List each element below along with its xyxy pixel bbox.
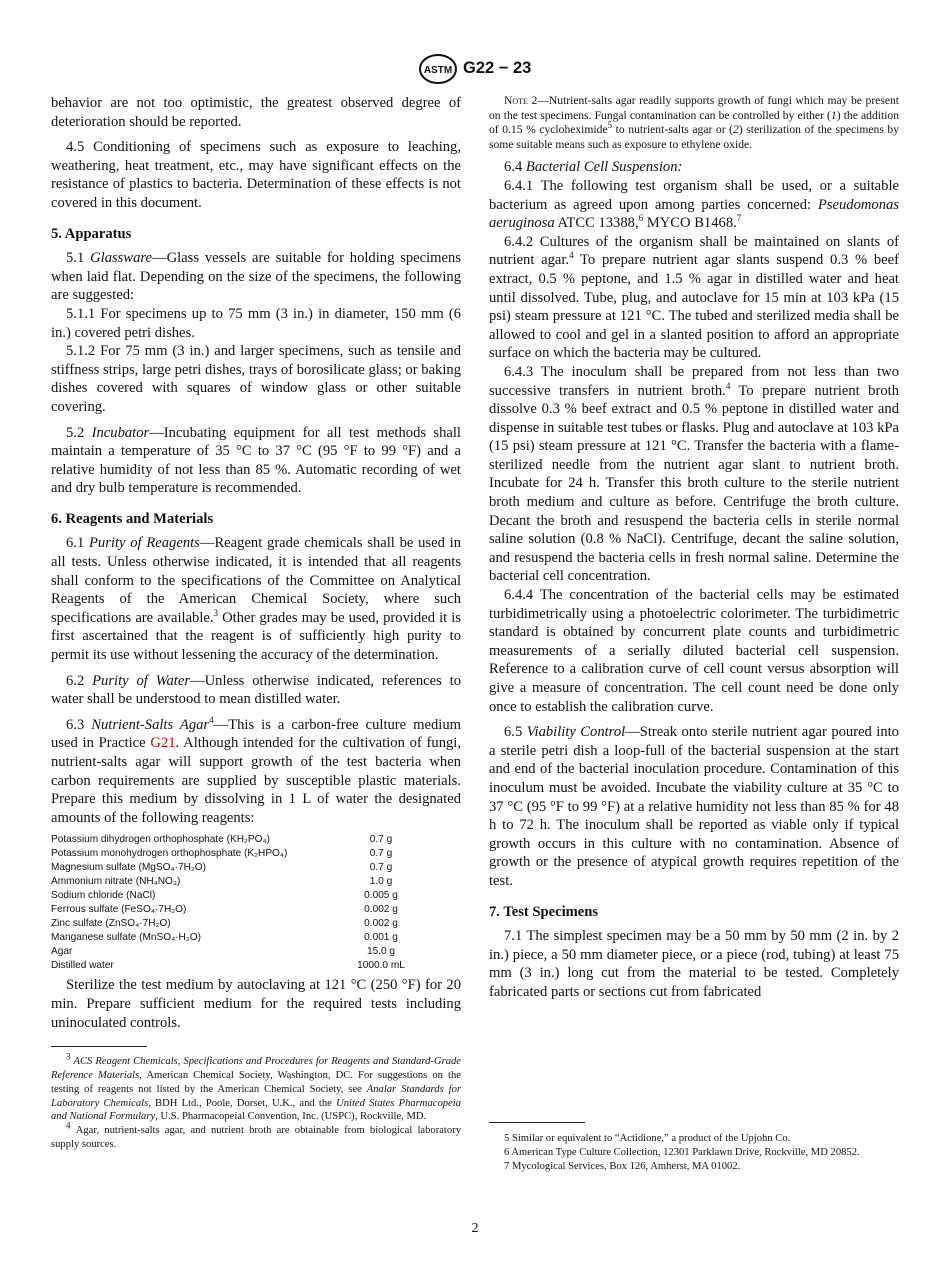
paragraph-6-4-1: 6.4.1 The following test organism shall be used, or a suitable bacterium as agreed upon among parties concerned: Pseudomonas aeruginosa ATCC 13388,$^6$ MYCO B1468.$^7$	[489, 177, 899, 232]
reagent-row	[51, 875, 441, 889]
reagent-row	[51, 931, 441, 945]
footnote-6: 6 American Type Culture Collection, 12301 Parklawn Drive, Rockville, MD 20852.	[504, 1146, 860, 1158]
reagent-amount: 1000.0 mL	[357, 959, 405, 971]
paragraph-6-4-4: 6.4.4 The concentration of the bacterial cells may be estimated turbidimetrically using a photoelectric colorimeter. The turbidimetric standard is obtained by concurrent plate counts and turbidimetric measurements of a serially diluted bacterial cell suspension. Reference to a calibration curve of cell count versus absorption will give a measure of concentration. The cell count need be done only once to establish the calibration curve.	[489, 587, 899, 715]
section-heading-6: 6. Reagents and Materials	[51, 510, 214, 527]
paragraph-6-4: 6.4 Bacterial Cell Suspension:	[504, 159, 683, 176]
reagent-name: Ammonium nitrate (NH₄NO₃)	[51, 876, 181, 888]
footnote-divider	[51, 1046, 147, 1047]
paragraph-6-4-2: 6.4.2 Cultures of the organism shall be maintained on slants of nutrient agar.$^4$ To prepare nutrient agar slants suspend 0.3 % beef extract, 0.5 % peptone, and 1.5 % agar in distilled water and heat until dissolved. Tube, plug, and autoclave for 15 min at 103 kPa (15 psi) steam pressure at 121 °C. The tubed and sterilized media shall be allowed to cool and gel in a slanted position to afford an appropriate surface on which the bacteria may be cultured.	[489, 233, 899, 362]
reagent-name: Agar	[51, 945, 73, 957]
footnote-4: $^4$ Agar, nutrient-salts agar, and nutrient broth are obtainable from biological laboratory supply sources.	[51, 1120, 461, 1150]
reagent-amount: 0.002 g	[364, 903, 398, 915]
page-number: 2	[471, 1221, 479, 1236]
reagent-name: Potassium dihydrogen orthophosphate (KH₂PO₄)	[51, 834, 271, 846]
reagent-row	[51, 833, 441, 847]
paragraph-5-2: 5.2 Incubator—Incubating equipment for all test methods shall maintain a temperature of 35 °C to 37 °C (95 °F to 99 °F) and a relative humidity of not less than 85 %. Automatic recording of wet and dry bulb temperature is recommended.	[51, 424, 461, 497]
section-heading-5: 5. Apparatus	[51, 225, 132, 242]
paragraph-6-3: 6.3 Nutrient-Salts Agar$^4$—This is a carbon-free culture medium used in Practice G21. Although intended for the cultivation of fungi, nutrient-salts agar will support growth of the test bacteria when carbon requirements are supplied by susceptible plastic materials. Prepare this medium by dissolving in 1 L of water the designated amounts of the following reagents:	[51, 714, 462, 826]
reagent-name: Sodium chloride (NaCl)	[51, 890, 156, 901]
reagent-amount: 0.7 g	[369, 848, 393, 860]
paragraph-5-1-1: 5.1.1 For specimens up to 75 mm (3 in.) in diameter, 150 mm (6 in.) covered petri dishes.	[51, 305, 461, 341]
paragraph-6-4-3: 6.4.3 The inoculum shall be prepared from not less than two successive transfers in nutrient broth.$^4$ To prepare nutrient broth dissolve 0.3 % beef extract and 0.5 % peptone in distilled water and dispense in suitable test tubes or flasks. Plug and autoclave at 103 kPa (15 psi) steam pressure at 121 °C. Transfer the bacteria with a flame-sterilized needle from the nutrient agar slant to nutrient broth. Incubate for 24 h. Transfer this broth culture to the sterile nutrient broth medium and culture as before. Centrifuge the broth culture. Decant the broth and resuspend the bacteria cells in sterile normal saline solution (0.8 % NaCl). Centrifuge, decant the saline solution, and resuspend the bacteria cells in fresh normal saline. Determine the bacterial cell concentration.	[489, 363, 899, 585]
paragraph-continuation: behavior are not too optimistic, the greatest observed degree of deterioration should be reported.	[51, 95, 461, 130]
left-column	[51, 94, 461, 1152]
reagent-amount: 0.7 g	[369, 834, 393, 846]
right-footnotes	[489, 1132, 899, 1173]
reagent-amount: 0.001 g	[364, 931, 398, 943]
paragraph-7-1: 7.1 The simplest specimen may be a 50 mm by 50 mm (2 in. by 2 in.) piece, a 50 mm diameter piece, or a piece (rod, tubing) at least 75 mm (3 in.) long cut from the material to be tested. Completely fabricated parts or sections cut from fabricated	[489, 928, 899, 1000]
reagent-name: Ferrous sulfate (FeSO₄·7H₂O)	[51, 903, 187, 915]
reagents-table	[51, 833, 441, 972]
paragraph-6-1: 6.1 Purity of Reagents—Reagent grade chemicals shall be used in all tests. Unless otherwise indicated, it is intended that all reagents shall conform to the specifications of the Committee on Analytical Reagents of the American Chemical Society, where such specifications are available.$^3$ Other grades may be used, provided it is first ascertained that the reagent is of sufficiently high purity to permit its use without lessening the accuracy of the determination.	[51, 535, 461, 664]
section-heading-7: 7. Test Specimens	[489, 903, 599, 920]
right-column	[489, 94, 899, 1002]
astm-logo-text: ASTM	[423, 65, 453, 76]
paragraph-5-1: 5.1 Glassware—Glass vessels are suitable for holding specimens when laid flat. Depending on the size of the specimens, the following are suggested:	[51, 250, 461, 304]
right-footnote-divider	[489, 1122, 585, 1123]
reagent-amount: 0.002 g	[364, 917, 398, 929]
reagent-row	[51, 847, 441, 861]
practice-g21-link[interactable]: G21	[150, 735, 176, 752]
reagent-amount: 0.7 g	[369, 862, 393, 874]
footnote-3: $^3$ ACS Reagent Chemicals, Specifications and Procedures for Reagents and Standard-Grade Reference Materials, American Chemical Society, Washington, DC. For suggestions on the testing of reagents not listed by the American Chemical Society, see Analar Standards for Laboratory Chemicals, BDH Ltd., Poole, Dorset, U.K., and the United States Pharmacopeia and National Formulary, U.S. Pharmacopeial Convention, Inc. (USPC), Rockville, MD.	[51, 1051, 462, 1123]
paragraph-5-1-2: 5.1.2 For 75 mm (3 in.) and larger specimens, such as tensile and stiffness strips, large petri dishes, trays of borosilicate glass; or baking dishes covered with squares of window glass or other suitable covering.	[51, 343, 461, 415]
reagent-name: Magnesium sulfate (MgSO₄·7H₂O)	[51, 862, 207, 874]
reagent-row	[51, 889, 441, 903]
footnote-5: 5 Similar or equivalent to “Actidione,” a product of the Upjohn Co.	[504, 1133, 791, 1144]
reagent-name: Zinc sulfate (ZnSO₄·7H₂O)	[51, 917, 171, 929]
reagent-row	[51, 861, 441, 875]
reagent-row	[51, 959, 441, 973]
reagent-row	[51, 917, 441, 931]
note-2: Note 2—Nutrient-salts agar readily supports growth of fungi which may be present on the test specimens. Fungal contamination can be controlled by either (1) the addition of 0.15 % cycloheximide$^5$ to nutrient-salts agar or (2) sterilization of the specimens by some suitable means such as exposure to ethylene oxide.	[489, 94, 900, 151]
reagent-row	[51, 903, 441, 917]
reagent-name: Manganese sulfate (MnSO₄·H₂O)	[51, 931, 201, 943]
reagent-name: Distilled water	[51, 959, 114, 971]
reagent-amount: 15.0 g	[366, 945, 396, 957]
standard-designation: G22 − 23	[463, 59, 532, 77]
reagent-name: Potassium monohydrogen orthophosphate (K₂HPO₄)	[51, 848, 288, 860]
reagent-amount: 0.005 g	[364, 890, 398, 901]
reagent-row	[51, 945, 441, 959]
paragraph-4-5: 4.5 Conditioning of specimens such as exposure to leaching, weathering, heat treatment, etc., may have significant effects on the resistance of plastics to bacteria. Determination of these effects is not covered in this document.	[51, 139, 461, 211]
paragraph-6-5: 6.5 Viability Control—Streak onto sterile nutrient agar poured into a sterile petri dish a loop-full of the bacterial suspension at the start and end of the bacterial inoculation procedure. Contamination of this inoculum must be avoided. Incubate the viability culture at 35 °C to 37 °C (95 °F to 99 °F) at a relative humidity not less than 85 % for 48 h to 72 h. The inoculum shall be reported as viable only if typical growth occurs in this culture with no contamination. Absence of growth or the presence of atypical growth requires repetition of the test.	[489, 724, 899, 889]
paragraph-sterilize: Sterilize the test medium by autoclaving at 121 °C (250 °F) for 20 min. Prepare sufficient medium for the required tests including uninoculated controls.	[51, 977, 461, 1031]
paragraph-6-2: 6.2 Purity of Water—Unless otherwise indicated, references to water shall be understood to mean distilled water.	[51, 672, 461, 708]
footnote-7: 7 Mycological Services, Box 126, Amherst, MA 01002.	[504, 1160, 741, 1172]
reagent-amount: 1.0 g	[369, 876, 393, 888]
astm-logo	[418, 53, 458, 85]
